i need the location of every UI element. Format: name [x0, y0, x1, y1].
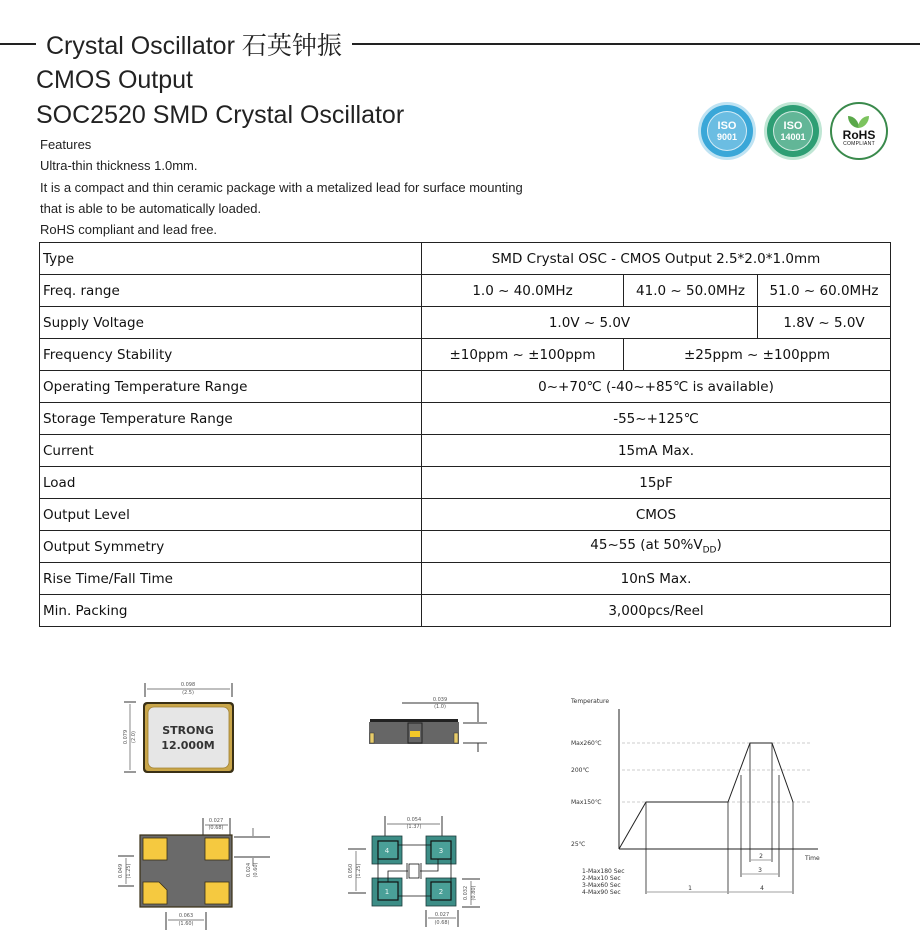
- spec-value: 15pF: [422, 467, 891, 499]
- symmetry-text: 45~55 (at 50%V: [590, 537, 703, 554]
- svg-text:Temperature: Temperature: [571, 698, 610, 705]
- land-pattern-drawing: [348, 816, 480, 927]
- svg-text:3-Max60 Sec: 3-Max60 Sec: [582, 882, 621, 889]
- spec-value: 41.0 ~ 50.0MHz: [624, 275, 758, 307]
- svg-text:0.049: 0.049: [118, 863, 124, 879]
- spec-value: SMD Crystal OSC - CMOS Output 2.5*2.0*1.0mm: [422, 243, 891, 275]
- svg-text:(2.5): (2.5): [182, 690, 194, 696]
- feature-line: that is able to be automatically loaded.: [40, 200, 262, 216]
- table-row-load: [40, 467, 891, 499]
- spec-label: Rise Time/Fall Time: [40, 563, 422, 595]
- svg-text:(0.68): (0.68): [434, 920, 450, 926]
- side-view-drawing: [369, 697, 487, 752]
- svg-text:0.079: 0.079: [123, 729, 129, 745]
- svg-text:(0.80): (0.80): [471, 885, 477, 901]
- table-row-supply-voltage: [40, 307, 891, 339]
- table-row-frequency-stability: [40, 339, 891, 371]
- feature-line: Ultra-thin thickness 1.0mm.: [40, 158, 198, 174]
- product-title: SOC2520 SMD Crystal Oscillator: [36, 101, 405, 129]
- svg-text:0.032: 0.032: [463, 885, 469, 901]
- symmetry-close: ): [716, 537, 722, 554]
- table-row-operating-temp: [40, 371, 891, 403]
- spec-value: [422, 531, 891, 563]
- badge-text: ISO: [717, 119, 737, 132]
- svg-text:2-Max10 Sec: 2-Max10 Sec: [582, 875, 621, 882]
- marking-line2: 12.000M: [161, 739, 215, 752]
- spec-value: 1.0V ~ 5.0V: [422, 307, 758, 339]
- iso9001-badge-icon: [698, 102, 756, 160]
- svg-text:0.050: 0.050: [348, 863, 354, 879]
- svg-text:2: 2: [438, 888, 444, 896]
- spec-label: Output Level: [40, 499, 422, 531]
- header-rule-right: [352, 43, 920, 45]
- svg-text:(0.60): (0.60): [253, 862, 259, 878]
- certification-badges: [698, 102, 888, 160]
- spec-value: ±10ppm ~ ±100ppm: [422, 339, 624, 371]
- table-row-freq-range: [40, 275, 891, 307]
- svg-text:3: 3: [438, 847, 444, 855]
- svg-text:Max260℃: Max260℃: [571, 740, 602, 747]
- spec-label: Operating Temperature Range: [40, 371, 422, 403]
- svg-text:(1.0): (1.0): [434, 704, 446, 710]
- spec-value: 3,000pcs/Reel: [422, 595, 891, 627]
- top-view-drawing: [123, 682, 234, 773]
- svg-text:0.063: 0.063: [178, 913, 194, 919]
- svg-text:0.039: 0.039: [432, 697, 448, 703]
- spec-value: 1.0 ~ 40.0MHz: [422, 275, 624, 307]
- table-row-type: [40, 243, 891, 275]
- features-block: [40, 134, 523, 240]
- svg-text:0.054: 0.054: [406, 817, 422, 823]
- svg-text:(1.60): (1.60): [178, 921, 194, 927]
- spec-value: 15mA Max.: [422, 435, 891, 467]
- spec-label: Storage Temperature Range: [40, 403, 422, 435]
- features-heading: Features: [40, 137, 92, 152]
- feature-line: It is a compact and thin ceramic package with a metalized lead for surface mounting: [40, 179, 523, 195]
- svg-text:0.024: 0.024: [246, 862, 252, 878]
- spec-value: -55~+125℃: [422, 403, 891, 435]
- svg-text:3: 3: [758, 867, 762, 874]
- svg-text:Max150℃: Max150℃: [571, 799, 602, 806]
- spec-label: Freq. range: [40, 275, 422, 307]
- svg-text:25℃: 25℃: [571, 841, 586, 848]
- spec-label: Frequency Stability: [40, 339, 422, 371]
- spec-label: Load: [40, 467, 422, 499]
- rohs-badge-icon: [830, 102, 888, 160]
- spec-table: [39, 242, 891, 627]
- svg-text:(1.37): (1.37): [406, 824, 422, 830]
- svg-text:0.098: 0.098: [180, 682, 196, 688]
- table-row-rise-fall: [40, 563, 891, 595]
- technical-drawings: [0, 660, 920, 945]
- svg-text:1: 1: [688, 885, 692, 892]
- svg-text:(0.68): (0.68): [208, 825, 224, 831]
- svg-text:0.027: 0.027: [208, 818, 224, 824]
- spec-label: Supply Voltage: [40, 307, 422, 339]
- svg-text:Time: Time: [805, 855, 820, 862]
- svg-text:4-Max90 Sec: 4-Max90 Sec: [582, 889, 621, 896]
- svg-text:(1.25): (1.25): [126, 863, 132, 879]
- table-row-current: [40, 435, 891, 467]
- table-row-output-level: [40, 499, 891, 531]
- output-type-title: CMOS Output: [36, 66, 193, 94]
- badge-number: 14001: [780, 131, 806, 142]
- header-rule-left: [0, 43, 36, 45]
- marking-line1: STRONG: [162, 724, 214, 737]
- spec-value: 10nS Max.: [422, 563, 891, 595]
- spec-value: 0~+70℃ (-40~+85℃ is available): [422, 371, 891, 403]
- table-row-min-packing: [40, 595, 891, 627]
- badge-number: 9001: [716, 131, 738, 142]
- spec-label: Type: [40, 243, 422, 275]
- vdd-subscript: DD: [702, 545, 717, 556]
- iso14001-badge-icon: [764, 102, 822, 160]
- badge-subtext: COMPLIANT: [843, 140, 875, 147]
- table-row-output-symmetry: [40, 531, 891, 563]
- table-row-storage-temp: [40, 403, 891, 435]
- spec-label: Min. Packing: [40, 595, 422, 627]
- svg-text:1-Max180 Sec: 1-Max180 Sec: [582, 868, 625, 875]
- spec-label: Current: [40, 435, 422, 467]
- svg-text:4: 4: [760, 885, 764, 892]
- feature-line: RoHS compliant and lead free.: [40, 222, 218, 238]
- spec-label: Output Symmetry: [40, 531, 422, 563]
- badge-text: RoHS: [842, 127, 876, 142]
- svg-text:(2.0): (2.0): [131, 731, 137, 743]
- spec-value: 51.0 ~ 60.0MHz: [758, 275, 891, 307]
- reflow-profile-chart: [570, 698, 820, 896]
- svg-text:2: 2: [759, 853, 763, 860]
- leaf-icon: [848, 116, 870, 128]
- svg-text:4: 4: [384, 847, 390, 855]
- svg-text:0.027: 0.027: [434, 912, 450, 918]
- svg-text:(1.25): (1.25): [356, 863, 362, 879]
- svg-text:1: 1: [384, 888, 390, 896]
- spec-value: ±25ppm ~ ±100ppm: [624, 339, 891, 371]
- badge-text: ISO: [783, 119, 803, 132]
- section-header: [0, 28, 920, 60]
- bottom-view-drawing: [118, 818, 270, 930]
- section-title: Crystal Oscillator 石英钟振: [46, 32, 342, 60]
- spec-value: CMOS: [422, 499, 891, 531]
- spec-value: 1.8V ~ 5.0V: [758, 307, 891, 339]
- svg-text:200℃: 200℃: [571, 767, 590, 774]
